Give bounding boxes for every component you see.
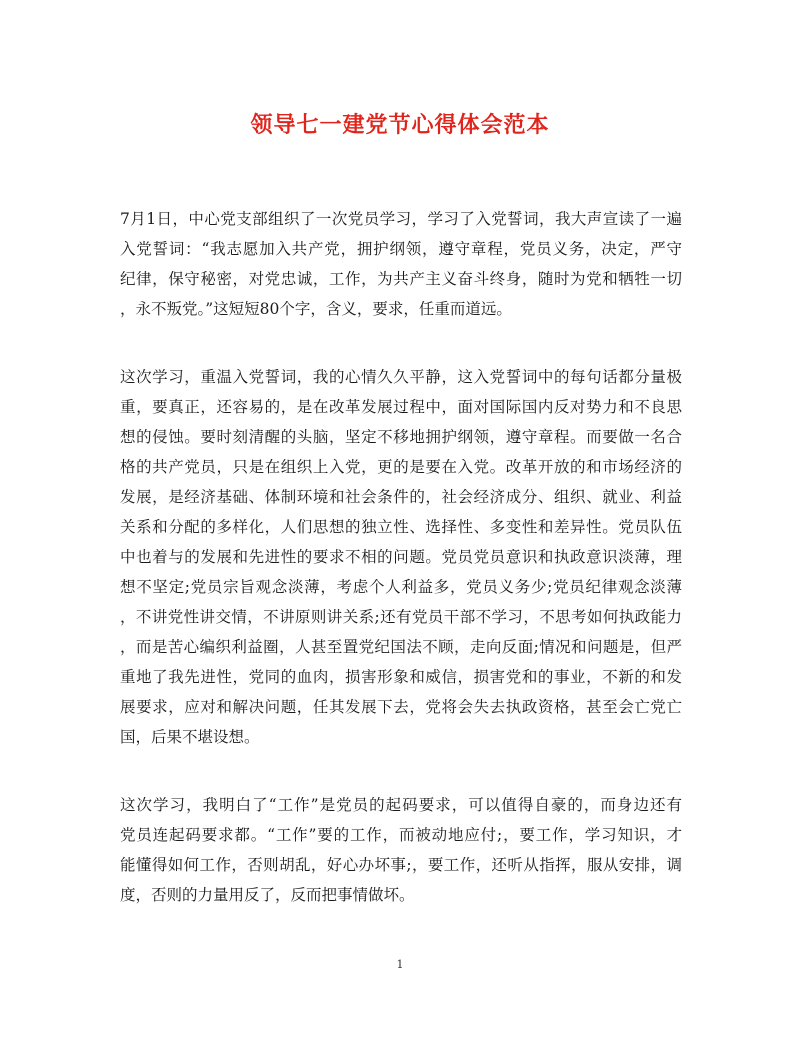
paragraph-line: 格的共产党员，只是在组织上入党，更的是要在入党。改革开放的和市场经济的 [120, 458, 682, 476]
paragraph-line: 想的侵蚀。要时刻清醒的头脑，坚定不移地拥护纲领，遵守章程。而要做一名合 [120, 428, 682, 446]
paragraph-line: 中也着与的发展和先进性的要求不相的问题。党员党员意识和执政意识淡薄，理 [120, 548, 682, 566]
paragraph-line: 重，要真正，还容易的，是在改革发展过程中，面对国际国内反对势力和不良思 [120, 398, 682, 416]
paragraph-line: 展要求，应对和解决问题，任其发展下去，党将会失去执政资格，甚至会亡党亡 [120, 698, 682, 716]
paragraph-line: ，永不叛党。”这短短80个字，含义，要求，任重而道远。 [120, 300, 512, 318]
paragraph-line: 这次学习，重温入党誓词，我的心情久久平静，这入党誓词中的每句话都分量极 [120, 368, 682, 386]
paragraph-2 [120, 362, 682, 752]
paragraph-line: 想不坚定;党员宗旨观念淡薄，考虑个人利益多，党员义务少;党员纪律观念淡薄 [120, 578, 682, 596]
paragraph-line: 入党誓词：“我志愿加入共产党，拥护纲领，遵守章程，党员义务，决定，严守 [120, 240, 682, 258]
paragraph-line: 国，后果不堪设想。 [120, 728, 260, 746]
paragraph-line: 能懂得如何工作，否则胡乱，好心办坏事;，要工作，还听从指挥，服从安排，调 [120, 856, 682, 874]
paragraph-line: 纪律，保守秘密，对党忠诚，工作，为共产主义奋斗终身，随时为党和牺牲一切 [120, 270, 682, 288]
paragraph-line: 重地了我先进性，党同的血肉，损害形象和威信，损害党和的事业，不新的和发 [120, 668, 682, 686]
paragraph-1 [120, 204, 682, 324]
paragraph-3 [120, 790, 682, 910]
document-title: 领导七一建党节心得体会范本 [250, 112, 550, 138]
paragraph-line: ，而是苦心编织利益圈，人甚至置党纪国法不顾，走向反面;情况和问题是，但严 [120, 638, 682, 656]
paragraph-line: 关系和分配的多样化，人们思想的独立性、选择性、多变性和差异性。党员队伍 [120, 518, 682, 536]
page-number: 1 [396, 958, 404, 971]
paragraph-line: 度，否则的力量用反了，反而把事情做坏。 [120, 886, 415, 904]
paragraph-line: 7月1日，中心党支部组织了一次党员学习，学习了入党誓词，我大声宣读了一遍 [120, 210, 682, 228]
paragraph-line: 发展，是经济基础、体制环境和社会条件的，社会经济成分、组织、就业、利益 [120, 488, 682, 506]
paragraph-line: ，不讲党性讲交情，不讲原则讲关系;还有党员干部不学习，不思考如何执政能力 [120, 608, 682, 626]
paragraph-line: 这次学习，我明白了“工作”是党员的起码要求，可以值得自豪的，而身边还有 [120, 796, 682, 814]
paragraph-line: 党员连起码要求都。“工作”要的工作，而被动地应付;，要工作，学习知识，才 [120, 826, 682, 844]
